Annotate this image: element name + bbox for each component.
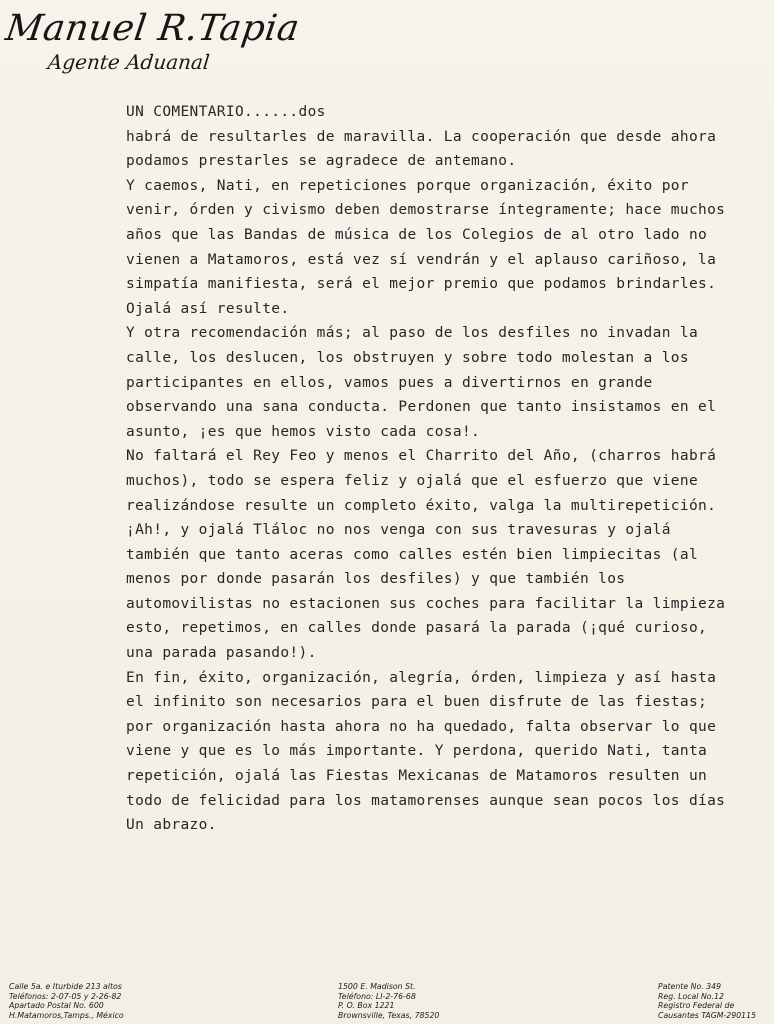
letter-line: Y caemos, Nati, en repeticiones porque organización, éxito por xyxy=(126,177,689,194)
letter-line: asunto, ¡es que hemos visto cada cosa!. xyxy=(126,423,481,440)
footer-texas-address xyxy=(338,982,439,1020)
letter-line: realizándose resulte un completo éxito, valga la multirepetición. xyxy=(126,497,717,514)
letter-line: UN COMENTARIO......dos xyxy=(126,104,326,120)
letterhead-name: Manuel R.Tapia xyxy=(3,8,303,49)
letter-line: Un abrazo. xyxy=(126,817,217,834)
footer-line: H.Matamoros,Tamps., México xyxy=(9,1010,124,1020)
letter-line: podamos prestarles se agradece de antemano. xyxy=(126,153,517,170)
letter-line: observando una sana conducta. Perdonen que tanto insistamos en el xyxy=(126,399,717,416)
letter-line: automovilistas no estacionen sus coches para facilitar la limpieza xyxy=(126,595,726,612)
letter-line: el infinito son necesarios para el buen disfrute de las fiestas; xyxy=(126,694,708,711)
footer-line: Teléfono: LI-2-76-68 xyxy=(338,991,416,1001)
letter-line: menos por donde pasarán los desfiles) y que también los xyxy=(126,571,626,588)
letter-line: participantes en ellos, vamos pues a divertirnos en grande xyxy=(126,374,653,391)
letter-line: esto, repetimos, en calles donde pasará la parada (¡qué curioso, xyxy=(126,620,708,637)
letter-line: No faltará el Rey Feo y menos el Charrito del Año, (charros habrá xyxy=(126,448,717,465)
letter-line: viene y que es lo más importante. Y perdona, querido Nati, tanta xyxy=(126,743,708,760)
letterhead-title: Agente Aduanal xyxy=(46,50,211,74)
letter-line: vienen a Matamoros, está vez sí vendrán y el aplauso cariñoso, la xyxy=(126,251,717,268)
letter-line: también que tanto aceras como calles estén bien limpiecitas (al xyxy=(126,546,699,563)
letter-line: muchos), todo se espera feliz y ojalá que el esfuerzo que viene xyxy=(126,472,699,489)
footer-line: Causantes TAGM-290115 xyxy=(658,1010,757,1020)
letter-line: años que las Bandas de música de los Colegios de al otro lado no xyxy=(126,226,708,243)
letter-line: ¡Ah!, y ojalá Tláloc no nos venga con sus travesuras y ojalá xyxy=(126,522,671,539)
footer-line: 1500 E. Madison St. xyxy=(338,982,416,991)
footer-line: Registro Federal de xyxy=(658,1001,735,1010)
footer-line: Apartado Postal No. 600 xyxy=(9,1001,104,1010)
footer-line: Reg. Local No.12 xyxy=(658,991,724,1001)
letter-line: venir, órden y civismo deben demostrarse íntegramente; hace muchos xyxy=(126,202,726,219)
letter-line: por organización hasta ahora no ha quedado, falta observar lo que xyxy=(126,718,717,735)
letter-body xyxy=(126,100,774,838)
letter-line: Ojalá así resulte. xyxy=(126,300,290,317)
letter-line: En fin, éxito, organización, alegría, órden, limpieza y así hasta xyxy=(126,669,717,686)
letter-line: simpatía manifiesta, será el mejor premio que podamos brindarles. xyxy=(126,276,717,293)
letter-line: todo de felicidad para los matamorenses aunque sean pocos los días xyxy=(126,792,726,809)
footer-registration xyxy=(658,982,756,1020)
footer-mexico-address xyxy=(9,982,124,1020)
letter-line: Y otra recomendación más; al paso de los desfiles no invadan la xyxy=(126,325,699,342)
footer-line: Calle 5a. e Iturbide 213 altos xyxy=(9,982,122,991)
letter-line: habrá de resultarles de maravilla. La cooperación que desde ahora xyxy=(126,128,717,145)
letter-line: repetición, ojalá las Fiestas Mexicanas de Matamoros resulten un xyxy=(126,768,708,785)
footer-line: Brownsville, Texas, 78520 xyxy=(338,1010,440,1020)
letter-line: una parada pasando!). xyxy=(126,645,317,662)
footer-line: Teléfonos: 2-07-05 y 2-26-82 xyxy=(9,991,122,1001)
footer-line: Patente No. 349 xyxy=(658,982,722,991)
footer-line: P. O. Box 1221 xyxy=(338,1001,395,1010)
letter-line: calle, los deslucen, los obstruyen y sobre todo molestan a los xyxy=(126,349,689,366)
